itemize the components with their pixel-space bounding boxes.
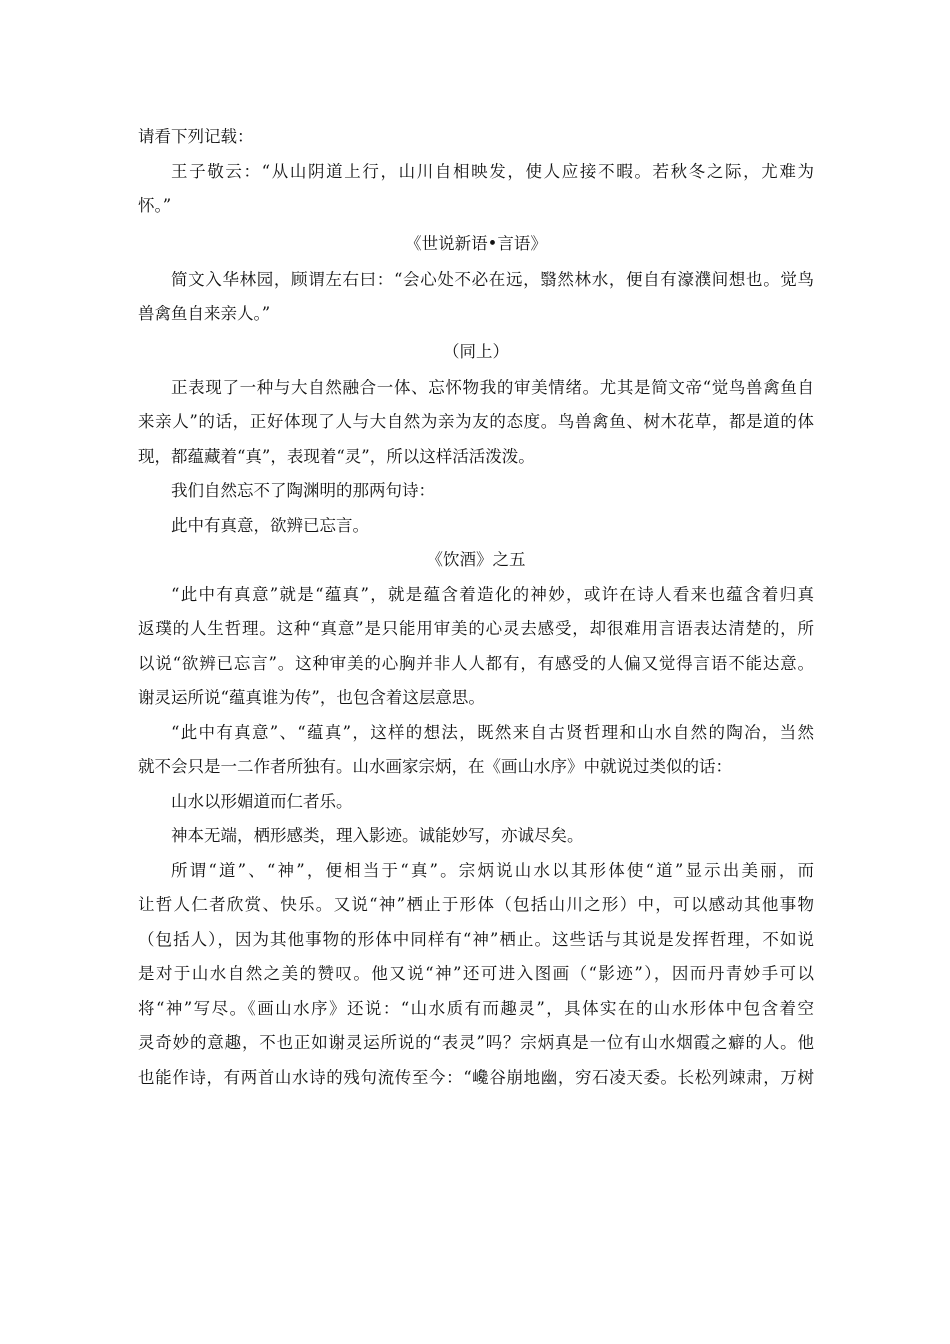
quote-wang-zijing-line-2: 怀。”	[138, 196, 172, 215]
source-same-as-above: （同上）	[443, 341, 509, 361]
paragraph-4-line-1: “此中有真意”、“蕴真”，这样的想法，既然来自古贤哲理和山水自然的陶冶，当然	[171, 722, 814, 742]
quote-wang-zijing-line-1: 王子敬云：“从山阴道上行，山川自相映发，使人应接不暇。若秋冬之际，尤难为	[171, 161, 814, 181]
document-page	[138, 120, 814, 1095]
paragraph-3-line-2: 返璞的人生哲理。这种“真意”是只能用审美的心灵去感受，却很难用言语表达清楚的，所	[138, 619, 814, 638]
paragraph-3-line-4: 谢灵运所说“蕴真谁为传”，也包含着这层意思。	[138, 688, 485, 707]
paragraph-5-line-7: 也能作诗，有两首山水诗的残句流传至今：“巉谷崩地幽，穷石凌天委。长松列竦肃，万树	[138, 1067, 814, 1087]
paragraph-2-line: 我们自然忘不了陶渊明的那两句诗：	[171, 481, 435, 500]
source-yinjiu: 《饮酒》之五	[426, 550, 526, 569]
quote-zong-bing-line-2: 神本无端，栖形感类，理入影迹。诚能妙写，亦诚尽矣。	[171, 826, 584, 845]
paragraph-5-line-4: 是对于山水自然之美的赞叹。他又说“神”还可进入图画（“影迹”），因而丹青妙手可以	[138, 964, 814, 983]
paragraph-5-line-2: 让哲人仁者欣赏、快乐。又说“神”栖止于形体（包括山川之形）中，可以感动其他事物	[138, 895, 814, 914]
paragraph-3-line-3: 以说“欲辨已忘言”。这种审美的心胸并非人人都有，有感受的人偏又觉得言语不能达意。	[138, 653, 814, 673]
paragraph-1-line-2: 来亲人”的话，正好体现了人与大自然为亲为友的态度。鸟兽禽鱼、树木花草，都是道的体	[138, 412, 814, 431]
poem-tao-yuanming: 此中有真意，欲辨已忘言。	[171, 515, 369, 535]
paragraph-5-line-3: （包括人），因为其他事物的形体中同样有“神”栖止。这些话与其说是发挥哲理，不如说	[138, 929, 814, 949]
quote-zong-bing-line-1: 山水以形媚道而仁者乐。	[171, 791, 353, 811]
paragraph-5-line-1: 所谓“道”、“神”，便相当于“真”。宗炳说山水以其形体使“道”显示出美丽，而	[171, 860, 814, 880]
paragraph-5-line-6: 灵奇妙的意趣，不也正如谢灵运所说的“表灵”吗？宗炳真是一位有山水烟霞之癖的人。他	[138, 1033, 814, 1052]
source-shishuo-xinyu: 《世说新语•言语》	[405, 233, 547, 253]
paragraph-3-line-1: “此中有真意”就是“蕴真”，就是蕴含着造化的神妙，或许在诗人看来也蕴含着归真	[171, 584, 814, 604]
intro-line: 请看下列记载：	[138, 127, 254, 146]
paragraph-4-line-2: 就不会只是一二作者所独有。山水画家宗炳，在《画山水序》中就说过类似的话：	[138, 757, 732, 776]
paragraph-5-line-5: 将“神”写尽。《画山水序》还说：“山水质有而趣灵”，具体实在的山水形体中包含着空	[138, 998, 814, 1018]
paragraph-1-line-3: 现，都蕴藏着“真”，表现着“灵”，所以这样活活泼泼。	[138, 446, 535, 466]
paragraph-1-line-1: 正表现了一种与大自然融合一体、忘怀物我的审美情绪。尤其是简文帝“觉鸟兽禽鱼自	[171, 377, 814, 397]
quote-jianwen-line-1: 简文入华林园，顾谓左右曰：“会心处不必在远，翳然林水，便自有濠濮间想也。觉鸟	[171, 269, 814, 289]
quote-jianwen-line-2: 兽禽鱼自来亲人。”	[138, 304, 271, 323]
